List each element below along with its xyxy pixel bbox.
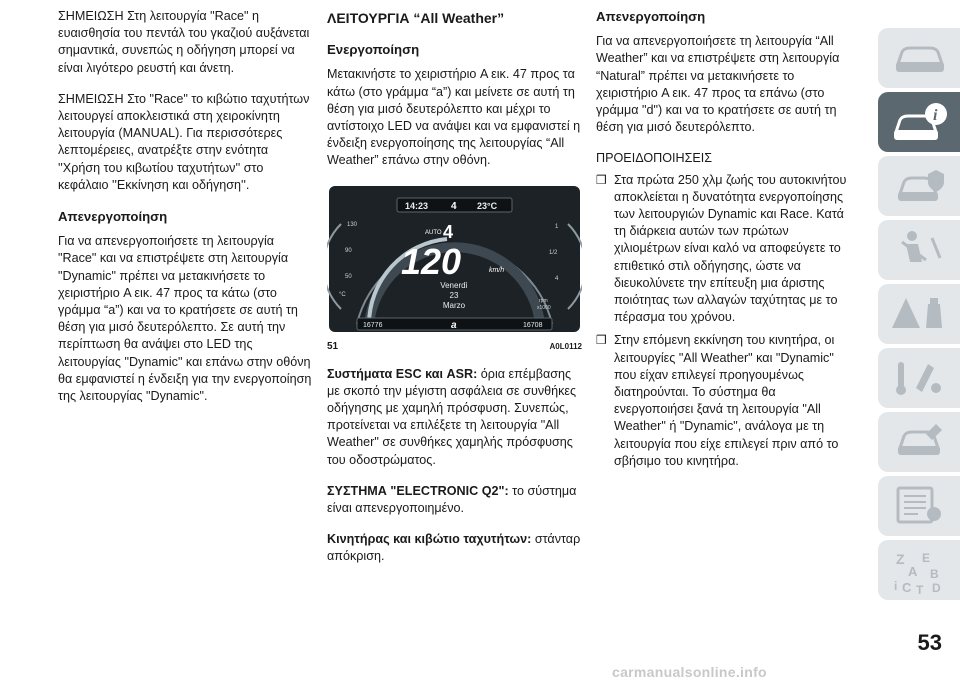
alphabet-index-icon — [892, 550, 948, 596]
day-label: Venerdì — [440, 280, 468, 290]
tab-dashboard[interactable] — [878, 28, 960, 88]
instrument-cluster-image — [327, 184, 582, 344]
warnings-title: ΠΡΟΕΙΔΟΠΟΙΗΣΕΙΣ — [596, 151, 713, 166]
warning-text-2: Στην επόμενη εκκίνηση του κινητήρα, οι λειτουργίες "All Weather" και "Dynamic" που είχαν επιλεγεί προηγουμένως διατηρούνται. Το σύστημα θα ενεργοποιήσει ξανά τη λειτουργία "All Weather" ή "Dynamic", ανάλογα με τη λειτουργία που είχε επιλεγεί πριν από το σβήσιμο του κινητήρα. — [614, 333, 839, 468]
tab-getting-to-know-car[interactable] — [878, 92, 960, 152]
tab-emergency[interactable] — [878, 348, 960, 408]
tab-warning-lights[interactable] — [878, 284, 960, 344]
para-race-deactivation: Για να απενεργοποιήσετε τη λειτουργία "Race" και να επιστρέψετε στη λειτουργία "Dynamic" πρέπει να μετακινήσετε το χειριστήριο A εικ. 47 προς τα κάτω (στο γράμμα “a”) και να το κρατήσετε σε αυτή τη θέση για μισό δευτερόλεπτο. Σε αυτή την περίπτωση θα ανάψει στο LED της λειτουργίας "Dynamic" και επάνω στην οθόνη θα εμφανιστεί η ένδειξη για την ενεργοποίηση της λειτουργίας "Dynamic". — [58, 234, 312, 404]
temp-tick-unit: °C — [339, 291, 346, 298]
note-race-throttle: ΣΗΜΕΙΩΣΗ Στη λειτουργία "Race" η ευαισθησία του πεντάλ του γκαζιού αυξάνεται σημαντικά, συνεπώς η οδήγηση μπορεί να είναι λιγότερο ρευστή και άνετη. — [58, 9, 310, 75]
para-q2 — [327, 483, 582, 517]
para-all-weather-deactivation: Για να απενεργοποιήσετε τη λειτουργία “All Weather” και να επιστρέψετε στη λειτουργία “Natural” πρέπει να μετακινήσετε το χειριστήριο A εικ. 47 προς τα επάνω (στο γράμμα "d") και να το κρατήσετε σε αυτή τη θέση για μισό δευτερόλεπτο. — [596, 34, 840, 135]
rpm-tick-4: 4 — [555, 275, 559, 282]
heading-deactivation-all-weather: Απενεργοποίηση — [596, 9, 706, 24]
tab-starting-driving[interactable] — [878, 220, 960, 280]
gear-mode: AUTO — [425, 229, 442, 236]
para-esc-asr — [327, 366, 582, 469]
speed-value: 120 — [401, 240, 462, 282]
tools-icon — [892, 358, 948, 398]
para-engine — [327, 531, 582, 565]
esc-label: Συστήματα ESC και ASR: — [327, 366, 478, 381]
q2-text: το σύστημα είναι απενεργοποιημένο. — [327, 483, 577, 516]
column-left — [58, 8, 313, 419]
engine-text: στάνταρ απόκριση. — [327, 532, 581, 564]
odometer-right: 16708 — [523, 321, 543, 329]
column-middle — [327, 8, 582, 580]
q2-label: ΣΥΣΤΗΜΑ "ELECTRONIC Q2": — [327, 483, 509, 498]
checkbox-bullet-icon: ❒ — [596, 172, 607, 187]
heading-deactivation: Απενεργοποίηση — [58, 209, 168, 225]
index-letter-c: C — [902, 580, 912, 595]
fuel-tick-half: 1/2 — [549, 249, 558, 256]
car-info-icon — [892, 102, 948, 146]
page-number: 53 — [917, 630, 942, 655]
car-service-icon — [892, 422, 948, 462]
esc-text: όρια επέμβασης με σκοπό την μέγιστη ασφάλεια σε συνθήκες οδήγησης με χαμηλή πρόσφυση. Συνεπώς, προτείνεται να επιλέξετε τη λειτουργία "All Weather" σε συνθήκες χαμηλής πρόσφυσης του οδοστρώματος. — [327, 366, 577, 467]
date-label: 23 — [449, 290, 459, 300]
tab-servicing[interactable] — [878, 412, 960, 472]
tab-technical-data[interactable] — [878, 476, 960, 536]
temp-tick-130: 130 — [347, 221, 358, 228]
gear-top: 4 — [451, 200, 457, 212]
index-letter-b: B — [930, 567, 939, 581]
rpm-multiplier: x1000 — [537, 304, 551, 311]
gear-big: 4 — [443, 221, 454, 242]
index-letter-t: T — [916, 583, 924, 596]
tab-index[interactable] — [878, 540, 960, 600]
month-label: Marzo — [442, 300, 466, 310]
note-race-gearbox: ΣΗΜΕΙΩΣΗ Στο "Race" το κιβώτιο ταχυτήτων λειτουργεί αποκλειστικά στη χειροκίνητη λειτουργία (MANUAL). Για περισσότερες λεπτομέρειες, ανατρέξτε στην ενότητα ''Χρήση του κιβωτίου ταχυτήτων'' στο κεφάλαιο ''Εκκίνηση και οδήγηση''. — [58, 91, 310, 192]
car-safety-icon — [892, 166, 948, 206]
figure-code: A0L0112 — [549, 342, 582, 352]
odometer-left: 16776 — [363, 321, 383, 329]
index-letter-d: D — [932, 581, 941, 595]
speed-unit: km/h — [489, 266, 505, 274]
engine-label: Κινητήρας και κιβώτιο ταχυτήτων: — [327, 532, 532, 547]
index-letter-z: Z — [896, 551, 905, 567]
outside-temp: 23°C — [477, 200, 498, 211]
para-all-weather-activation: Μετακινήστε το χειριστήριο A εικ. 47 προς τα κάτω (στο γράμμα “a”) και μείνετε σε αυτή τη θέση για μισό δευτερόλεπτο και μέχρι το αντίστοιχο LED να ανάψει και να εμφανιστεί η ένδειξη ενεργοποίησης της λειτουργίας “All Weather” επάνω στην οθόνη. — [327, 67, 581, 168]
warning-item — [596, 172, 851, 327]
section-title-all-weather: ΛΕΙΤΟΥΡΓΙΑ “All Weather” — [327, 10, 505, 26]
spec-sheet-icon — [892, 486, 948, 526]
seatbelt-passenger-icon — [892, 230, 948, 270]
index-letter-a: A — [908, 564, 918, 579]
temp-tick-90: 90 — [345, 247, 352, 254]
rpm-label: rpm — [539, 297, 548, 304]
chapter-sidebar — [868, 28, 960, 628]
column-right — [596, 8, 851, 472]
warning-text-1: Στα πρώτα 250 χλμ ζωής του αυτοκινήτου αποκλείεται η δυνατότητα ενεργοποίησης των λειτουργιών Dynamic και Race. Κατά τη διάρκεια αυτών των πρώτων χιλιομέτρων είναι καλό να αποφεύγετε το επιθετικό στιλ οδήγησης, ώστε να διευκολύνετε την επίτευξη μια άριστης ποιότητας των αλλαγών ταχύτητας με το πέρασμα του χρόνου. — [614, 172, 847, 325]
checkbox-bullet-icon: ❒ — [596, 333, 607, 348]
index-letter-e: E — [922, 551, 931, 565]
warning-triangle-icon — [892, 294, 948, 334]
watermark: carmanualsonline.info — [612, 664, 767, 680]
clock-time: 14:23 — [405, 200, 429, 211]
tab-safety[interactable] — [878, 156, 960, 216]
fuel-tick-1: 1 — [555, 223, 559, 230]
temp-tick-50: 50 — [345, 273, 352, 280]
heading-activation: Ενεργοποίηση — [327, 42, 420, 58]
instrument-cluster-figure — [327, 184, 582, 354]
warning-item — [596, 332, 851, 470]
dashboard-car-icon — [892, 38, 948, 78]
info-letter: i — [933, 107, 938, 124]
mode-letter: a — [451, 319, 457, 331]
index-letter-i: i — [894, 579, 898, 593]
figure-number: 51 — [327, 341, 339, 353]
